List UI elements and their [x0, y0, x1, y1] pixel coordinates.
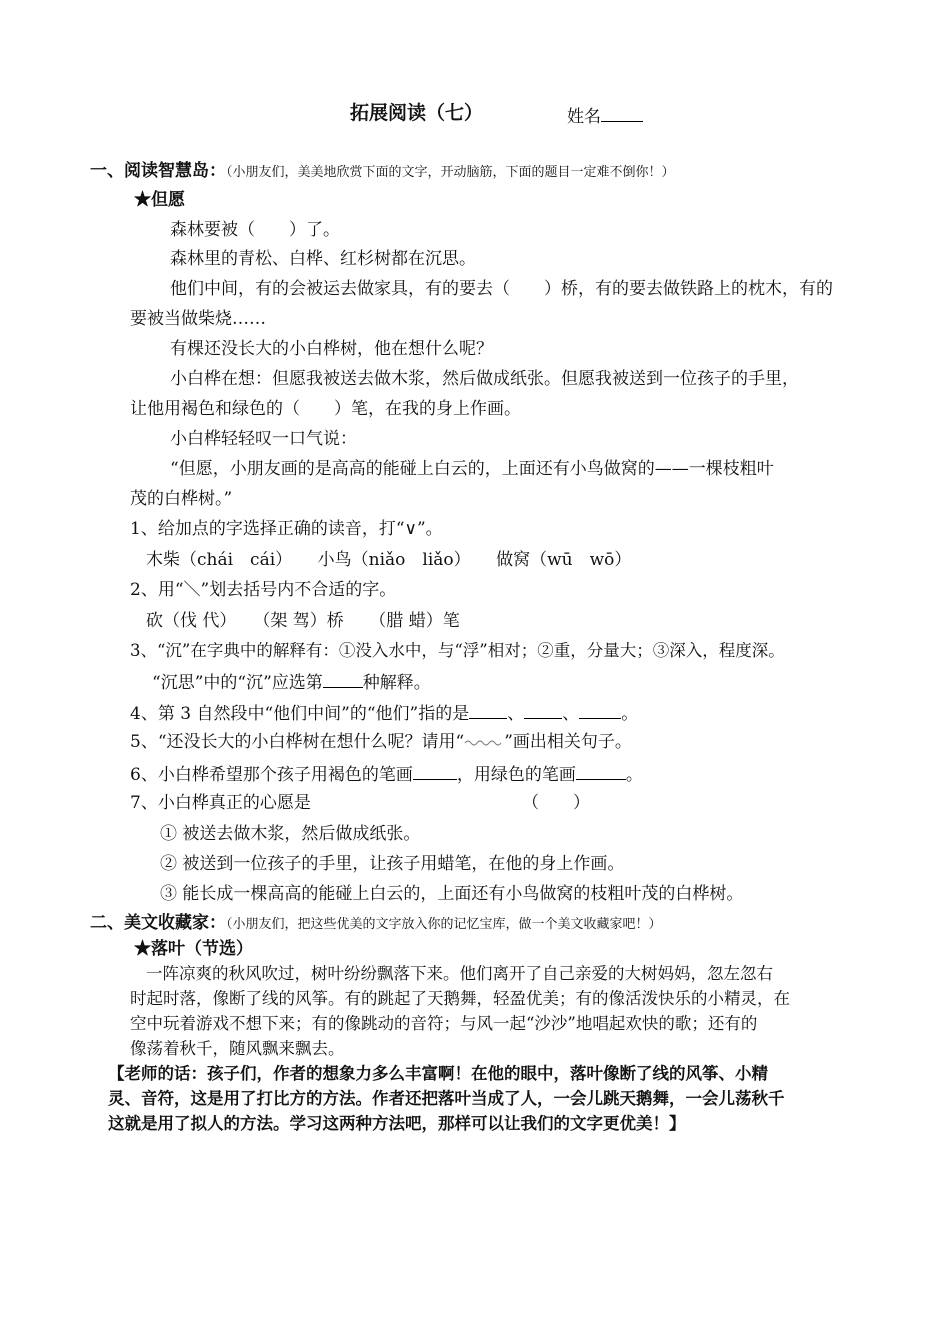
q3-b-prefix: “沉思”中的“沉”应选第	[152, 673, 323, 693]
question-5	[130, 731, 632, 753]
q6-middle: ，用绿色的笔画	[456, 765, 576, 785]
section1-note: （小朋友们，美美地欣赏下面的文字，开动脑筋，下面的题目一定难不倒你！）	[226, 165, 675, 180]
question-3: 3、“沉”在字典中的解释有：①没入水中，与“浮”相对；②重，分量大；③深入，程度深。	[130, 641, 785, 660]
paragraph-1: 森林要被（ ）了。	[170, 220, 340, 240]
page-title: 拓展阅读（七）	[350, 102, 484, 124]
name-field[interactable]	[567, 104, 643, 128]
q4-sep-1: 、	[507, 704, 525, 724]
luoye-line-1: 一阵凉爽的秋风吹过，树叶纷纷飘落下来。他们离开了自己亲爱的大树妈妈，忽左忽右	[146, 964, 773, 983]
teacher-note-line-2: 灵、音符，这是用了打比方的方法。作者还把落叶当成了人，一会儿跳天鹅舞，一会儿荡秋千	[108, 1089, 785, 1108]
question-7-option-3: ③ 能长成一棵高高的能碰上白云的，上面还有小鸟做窝的枝粗叶茂的白桦树。	[160, 884, 744, 904]
teacher-note-line-3: 这就是用了拟人的方法。学习这两种方法吧，那样可以让我们的文字更优美！】	[108, 1114, 686, 1133]
paragraph-5: 小白桦在想：但愿我被送去做木浆，然后做成纸张。但愿我被送到一位孩子的手里，	[170, 369, 799, 389]
q4-sep-2: 、	[562, 704, 580, 724]
question-2-options: 砍（伐 代） （架 驾）桥 （腊 蜡）笔	[146, 611, 460, 631]
q5-suffix: ”画出相关句子。	[504, 732, 632, 752]
paragraph-3: 他们中间，有的会被运去做家具，有的要去（ ）桥，有的要去做铁路上的枕木，有的	[170, 279, 833, 299]
q6-prefix: 6、小白桦希望那个孩子用褐色的笔画	[130, 765, 413, 785]
name-blank[interactable]	[601, 104, 643, 122]
section2-heading: 二、美文收藏家：	[90, 913, 226, 933]
paragraph-6: 小白桦轻轻叹一口气说：	[170, 429, 357, 449]
q3-b-suffix: 种解释。	[362, 673, 431, 693]
question-4	[130, 701, 638, 725]
paragraph-2: 森林里的青松、白桦、红杉树都在沉思。	[170, 249, 476, 269]
question-3-part-b	[152, 670, 431, 694]
question-7: 7、小白桦真正的心愿是	[130, 793, 311, 813]
story-title-luoye: ★落叶（节选）	[134, 939, 253, 959]
q6-blank-green[interactable]	[576, 762, 626, 780]
section1-heading: 一、阅读智慧岛：	[90, 161, 226, 181]
q4-prefix: 4、第 3 自然段中“他们中间”的“他们”指的是	[130, 704, 470, 724]
name-label: 姓名	[567, 107, 601, 127]
q6-blank-brown[interactable]	[413, 762, 457, 780]
q4-blank-2[interactable]	[524, 701, 562, 719]
q4-blank-3[interactable]	[579, 701, 621, 719]
paragraph-5-cont: 让他用褐色和绿色的（ ）笔，在我的身上作画。	[130, 399, 521, 419]
section2-header	[90, 912, 662, 936]
q4-blank-1[interactable]	[469, 701, 507, 719]
wavy-underline-icon	[464, 737, 504, 749]
luoye-line-2: 时起时落，像断了线的风筝。有的跳起了天鹅舞，轻盈优美；有的像活泼快乐的小精灵，在	[130, 989, 790, 1008]
luoye-line-4: 像荡着秋千，随风飘来飘去。	[130, 1039, 345, 1058]
question-7-option-2: ② 被送到一位孩子的手里，让孩子用蜡笔，在他的身上作画。	[160, 854, 625, 874]
luoye-line-3: 空中玩着游戏不想下来；有的像跳动的音符；与风一起“沙沙”地唱起欢快的歌；还有的	[130, 1014, 758, 1033]
section2-note: （小朋友们，把这些优美的文字放入你的记忆宝库，做一个美文收藏家吧！）	[226, 917, 662, 932]
question-6	[130, 762, 643, 786]
story-title-danyuan: ★但愿	[134, 190, 185, 210]
q3-answer-blank[interactable]	[323, 670, 363, 688]
question-1: 1、给加点的字选择正确的读音，打“∨”。	[130, 519, 443, 539]
question-7-option-1: ① 被送去做木浆，然后做成纸张。	[160, 824, 421, 844]
q4-end: 。	[621, 704, 639, 724]
q6-end: 。	[625, 765, 643, 785]
paragraph-3-cont: 要被当做柴烧……	[130, 309, 266, 329]
q5-prefix: 5、“还没长大的小白桦树在想什么呢？请用“	[130, 732, 465, 752]
question-1-options: 木柴（chái cái） 小鸟（niǎo liǎo） 做窝（wū wō）	[146, 550, 632, 570]
question-7-answer-paren[interactable]: （ ）	[522, 793, 590, 813]
paragraph-7: “但愿，小朋友画的是高高的能碰上白云的，上面还有小鸟做窝的——一棵枝粗叶	[170, 459, 774, 479]
paragraph-7-cont: 茂的白桦树。”	[130, 489, 233, 509]
teacher-note-line-1: 【老师的话：孩子们，作者的想象力多么丰富啊！在他的眼中，落叶像断了线的风筝、小精	[108, 1064, 768, 1083]
question-2: 2、用“＼”划去括号内不合适的字。	[130, 580, 397, 600]
section1-header	[90, 160, 675, 184]
paragraph-4: 有棵还没长大的小白桦树，他在想什么呢？	[170, 339, 493, 359]
